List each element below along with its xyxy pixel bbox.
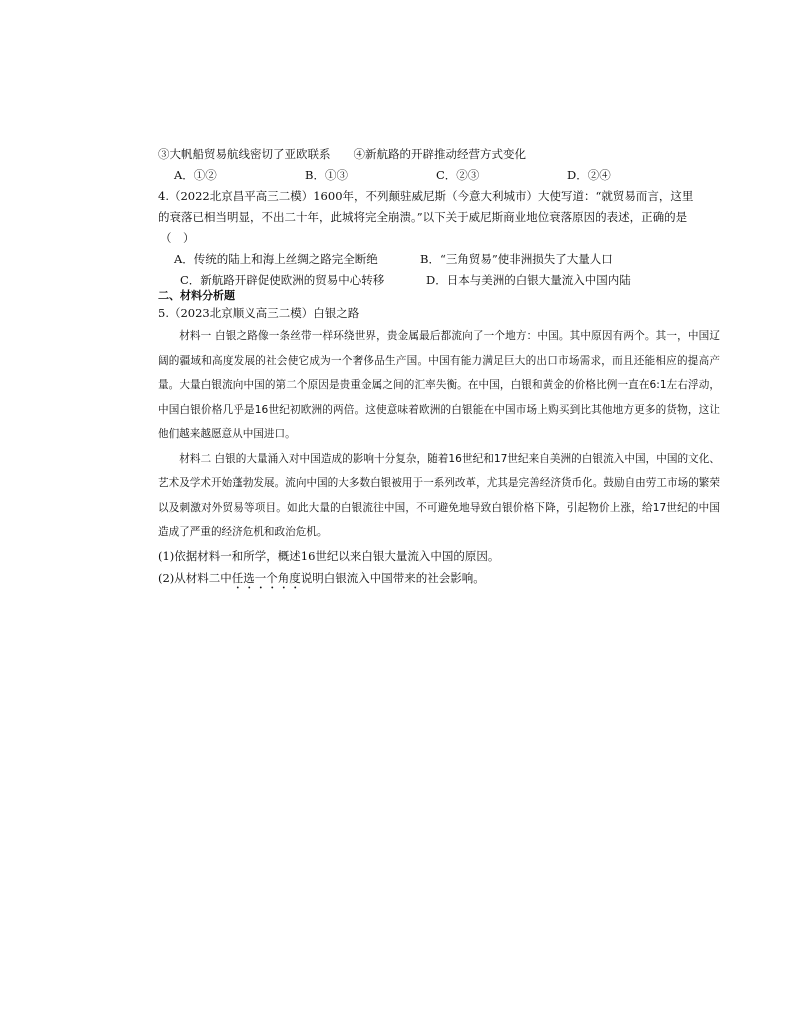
q4-option-a: A．传统的陆上和海上丝绸之路完全断绝: [174, 252, 378, 266]
q4-stem-line1: 4.（2022北京昌平高三二模）1600年，不列颠驻威尼斯（今意大利城市）大使写道：“就贸易而言，这里: [158, 189, 694, 203]
q5-material-2: 材料二 白银的大量涌入对中国造成的影响十分复杂，随着16世纪和17世纪来自美洲的白银流入中国，中国的文化、艺术及学术开始蓬勃发展。流向中国的大多数白银被用于一系列改革，尤其是完善经济货币化。鼓励自由劳工市场的繁荣以及刺激对外贸易等项目。如此大量的白银流往中国，不可避免地导致白银价格下降，引起物价上涨，给17世纪的中国造成了严重的经济危机和政治危机。: [158, 452, 720, 538]
q5-subquestion-2: [158, 567, 720, 592]
q3-option-b: B．①③: [305, 168, 348, 182]
q5-sub2-prefix: (2)从材料二中: [158, 570, 232, 585]
q5-sub2-suffix: 说明白银流入中国带来的社会影响。: [300, 570, 485, 585]
q3-option-d: D．②④: [567, 168, 611, 182]
q4-stem-line3: （ ）: [160, 231, 195, 245]
q5-subquestion-1: (1)依据材料一和所学，概述16世纪以来白银大量流入中国的原因。: [158, 548, 500, 563]
q5-material-1: 材料一 白银之路像一条丝带一样环绕世界，贵金属最后都流向了一个地方：中国。其中原因有两个。其一，中国辽阔的疆域和高度发展的社会使它成为一个奢侈品生产国。中国有能力满足巨大的出口市场需求，而且还能相应的提高产量。大量白银流向中国的第二个原因是贵重金属之间的汇率失衡。在中国，白银和黄金的价格比例一直在6:1左右浮动，中国白银价格几乎是16世纪初欧洲的两倍。这使意味着欧洲的白银能在中国市场上购买到比其他地方更多的货物，这让他们越来越愿意从中国进口。: [158, 330, 720, 440]
q3-option-c: C．②③: [436, 168, 480, 182]
q4-stem-line2: 的衰落已相当明显，不出二十年，此城将完全崩溃。”以下关于威尼斯商业地位衰落原因的表述，正确的是: [158, 210, 688, 224]
q4-options-row1: [158, 249, 720, 270]
q3-statements: ③大帆船贸易航线密切了亚欧联系 ④新航路的开辟推动经营方式变化: [158, 147, 526, 161]
q4-option-d: D．日本与美洲的白银大量流入中国内陆: [426, 273, 631, 287]
section-heading: 二、材料分析题: [158, 289, 235, 302]
page-content: [158, 144, 720, 592]
q5-sub2-emphasis: 任选一个角度: [231, 570, 301, 585]
q4-option-c: C．新航路开辟促使欧洲的贸易中心转移: [180, 273, 385, 287]
q3-option-a: A．①②: [174, 168, 217, 182]
q4-options-row2: [158, 270, 720, 291]
q3-options: [158, 165, 720, 186]
q5-stem: 5.（2023北京顺义高三二模）白银之路: [158, 306, 360, 320]
q4-option-b: B．“三角贸易”使非洲损失了大量人口: [420, 252, 613, 266]
